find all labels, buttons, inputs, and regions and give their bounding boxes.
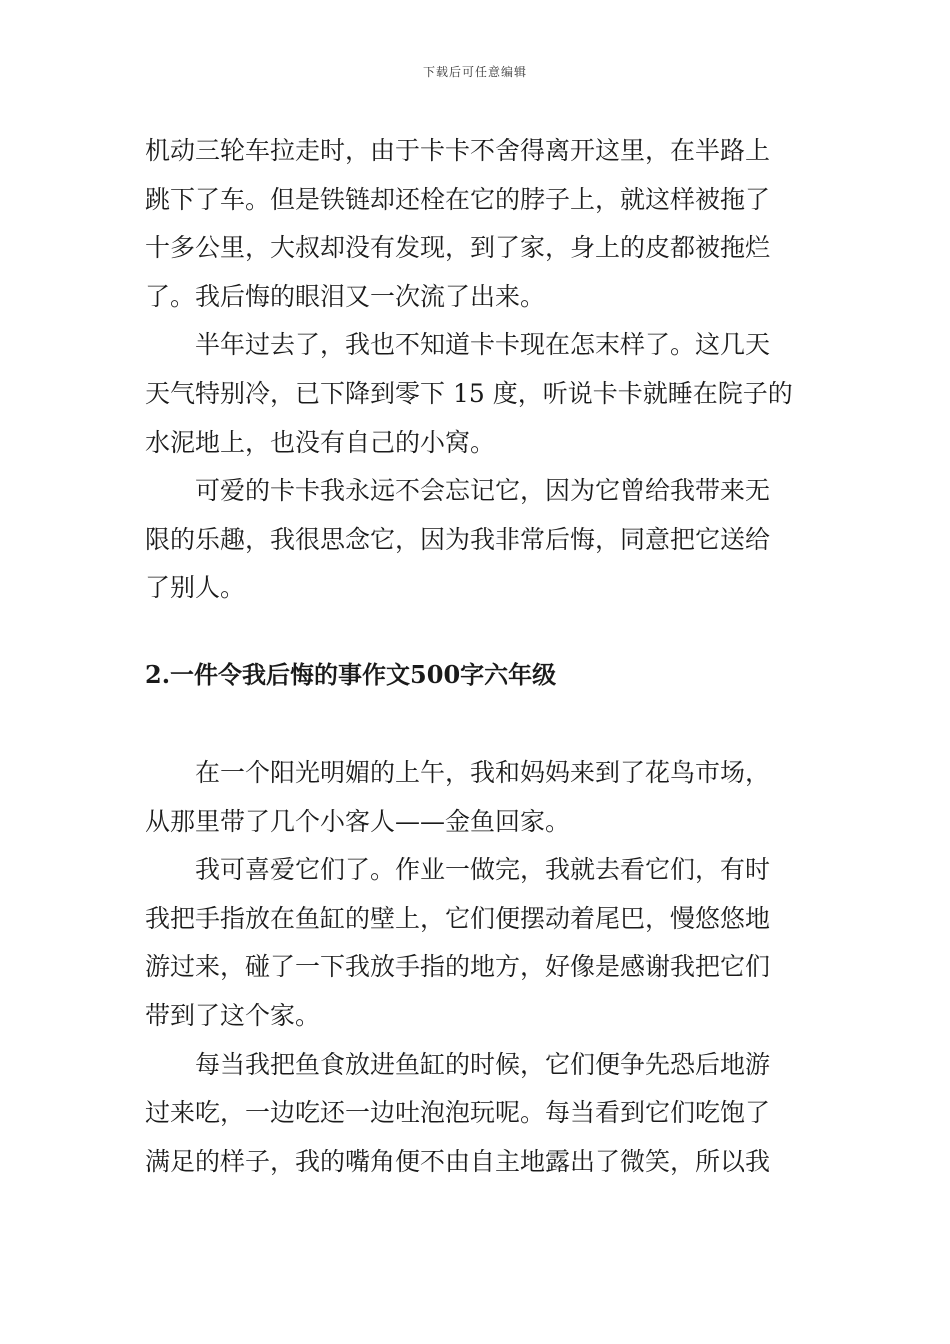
text-line: 半年过去了，我也不知道卡卡现在怎末样了。这几天 [195, 330, 771, 360]
document-body [145, 127, 807, 1186]
text-line: 每当我把鱼食放进鱼缸的时候，它们便争先恐后地游 [195, 1049, 771, 1079]
text-line: 满足的样子，我的嘴角便不由自主地露出了微笑，所以我 [145, 1146, 771, 1176]
text-line: 十多公里，大叔却没有发现，到了家，身上的皮都被拖烂 [145, 233, 771, 263]
paragraph [145, 846, 807, 1040]
text-line: 跳下了车。但是铁链却还栓在它的脖子上，就这样被拖了 [145, 184, 771, 214]
text-line: 过来吃，一边吃还一边吐泡泡玩呢。每当看到它们吃饱了 [145, 1098, 771, 1128]
paragraph [145, 467, 807, 613]
text-line: 我把手指放在鱼缸的壁上，它们便摆动着尾巴，慢悠悠地 [145, 903, 771, 933]
text-line: 了别人。 [145, 573, 246, 603]
text-line: 了。我后悔的眼泪又一次流了出来。 [145, 281, 546, 311]
paragraph [145, 321, 807, 467]
text-line: 在一个阳光明媚的上午，我和妈妈来到了花鸟市场， [195, 757, 771, 787]
text-line: 机动三轮车拉走时，由于卡卡不舍得离开这里，在半路上 [145, 136, 771, 165]
text-line: 限的乐趣，我很思念它，因为我非常后悔，同意把它送给 [145, 524, 771, 554]
page-header: 下载后可任意编辑 [422, 65, 527, 79]
paragraph [145, 749, 807, 846]
text-line: 我可喜爱它们了。作业一做完，我就去看它们，有时 [195, 855, 771, 885]
text-line: 可爱的卡卡我永远不会忘记它，因为它曾给我带来无 [195, 476, 771, 506]
text-line: 从那里带了几个小客人——金鱼回家。 [145, 806, 571, 836]
text-line: 游过来，碰了一下我放手指的地方，好像是感谢我把它们 [145, 952, 771, 982]
text-line: 水泥地上，也没有自己的小窝。 [145, 427, 496, 457]
text-line: 天气特别冷，已下降到零下 15 度，听说卡卡就睡在院子的 [145, 378, 793, 408]
text-line: 带到了这个家。 [145, 1000, 321, 1030]
section-heading: 2.一件令我后悔的事作文500字六年级 [145, 659, 557, 689]
paragraph [145, 127, 807, 321]
paragraph [145, 1041, 807, 1187]
